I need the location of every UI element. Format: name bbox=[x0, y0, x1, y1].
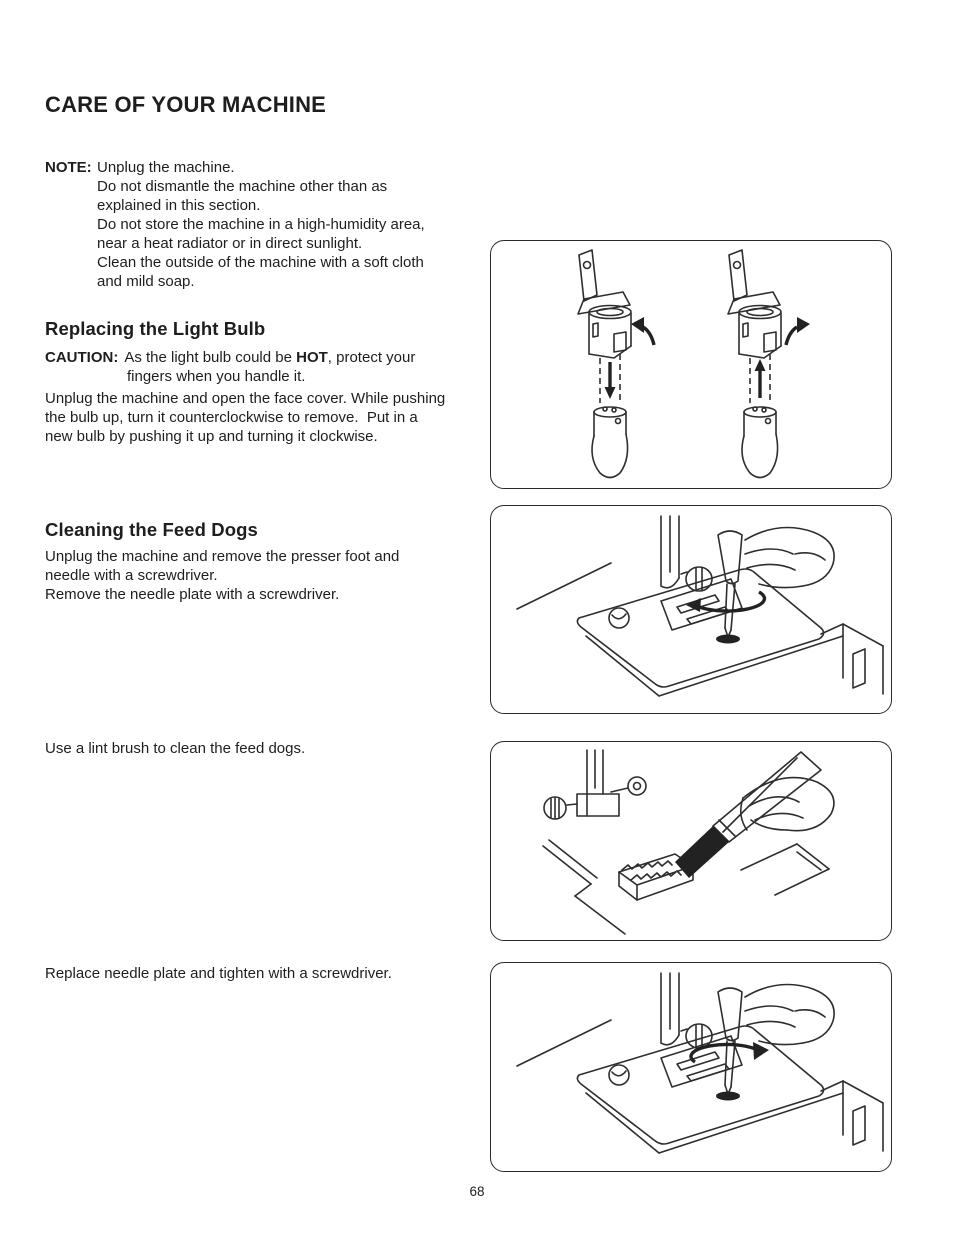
section-heading-light-bulb: Replacing the Light Bulb bbox=[45, 318, 266, 339]
machine-edge bbox=[517, 1020, 611, 1066]
remove-needle-plate-figure bbox=[490, 505, 892, 714]
lint-brush-figure bbox=[490, 741, 892, 941]
note-line: Do not dismantle the machine other than as bbox=[97, 178, 388, 195]
turn-counterclockwise-arrow-icon bbox=[631, 317, 654, 345]
caution-text bbox=[124, 348, 415, 367]
machine-bed bbox=[586, 624, 883, 696]
needle-plate bbox=[577, 569, 823, 687]
feed-dogs-body bbox=[45, 547, 505, 604]
needle-bar bbox=[661, 973, 679, 1045]
caution-text-line2: fingers when you handle it. bbox=[127, 368, 306, 385]
replace-plate-caption: Replace needle plate and tighten with a screwdriver. bbox=[45, 965, 392, 982]
caution-text-part2: , protect your bbox=[327, 349, 416, 366]
section-heading-feed-dogs: Cleaning the Feed Dogs bbox=[45, 519, 258, 540]
light-bulb-illustration bbox=[491, 241, 891, 488]
note-label: NOTE: bbox=[45, 159, 92, 176]
thumb-screw bbox=[544, 797, 577, 819]
light-bulb-body bbox=[45, 389, 505, 446]
note-paragraph bbox=[45, 158, 505, 291]
body-line: Unplug the machine and open the face cover. While pushing bbox=[45, 390, 446, 407]
pull-down-arrow-icon bbox=[605, 362, 616, 399]
needle-plate bbox=[577, 1026, 823, 1144]
machine-edge bbox=[517, 563, 611, 609]
page-title: CARE OF YOUR MACHINE bbox=[45, 92, 327, 117]
hand bbox=[745, 985, 834, 1045]
body-line: Remove the needle plate with a screwdriver. bbox=[45, 586, 340, 603]
replace-needle-plate-illustration bbox=[491, 963, 891, 1171]
hand bbox=[745, 528, 834, 588]
body-line: new bulb by pushing it up and turning it clockwise. bbox=[45, 428, 378, 445]
body-line: the bulb up, turn it counterclockwise to remove. Put in a bbox=[45, 409, 418, 426]
lint-brush-caption: Use a lint brush to clean the feed dogs. bbox=[45, 740, 306, 757]
needle-bar bbox=[661, 516, 679, 588]
hand bbox=[741, 778, 834, 831]
note-line: Clean the outside of the machine with a soft cloth bbox=[97, 254, 424, 271]
push-up-arrow-icon bbox=[755, 359, 766, 398]
note-line: near a heat radiator or in direct sunlight. bbox=[97, 235, 363, 252]
machine-bed bbox=[586, 1081, 883, 1153]
remove-needle-plate-illustration bbox=[491, 506, 891, 713]
body-line: Unplug the machine and remove the presser foot and bbox=[45, 548, 400, 565]
page-number: 68 bbox=[469, 1184, 485, 1199]
caution-hot-word: HOT bbox=[296, 349, 328, 366]
light-bulb-figure bbox=[490, 240, 892, 489]
note-line: Unplug the machine. bbox=[97, 159, 235, 176]
bulb-socket-remove bbox=[578, 250, 654, 478]
bulb-socket-insert bbox=[728, 250, 810, 478]
light-bulb bbox=[742, 407, 778, 478]
caution-paragraph bbox=[45, 348, 505, 367]
body-line: needle with a screwdriver. bbox=[45, 567, 218, 584]
light-bulb bbox=[592, 407, 628, 478]
caution-text-part1: As the light bulb could be bbox=[124, 349, 297, 366]
note-line: and mild soap. bbox=[97, 273, 195, 290]
screwdriver bbox=[716, 531, 742, 644]
turn-clockwise-arrow-icon bbox=[786, 317, 810, 345]
lint-brush bbox=[675, 752, 821, 878]
note-line: Do not store the machine in a high-humidity area, bbox=[97, 216, 425, 233]
lint-brush-illustration bbox=[491, 742, 891, 940]
caution-label: CAUTION: bbox=[45, 349, 119, 366]
replace-needle-plate-figure bbox=[490, 962, 892, 1172]
note-line: explained in this section. bbox=[97, 197, 261, 214]
presser-bar bbox=[577, 750, 646, 816]
note-lines bbox=[97, 158, 425, 291]
